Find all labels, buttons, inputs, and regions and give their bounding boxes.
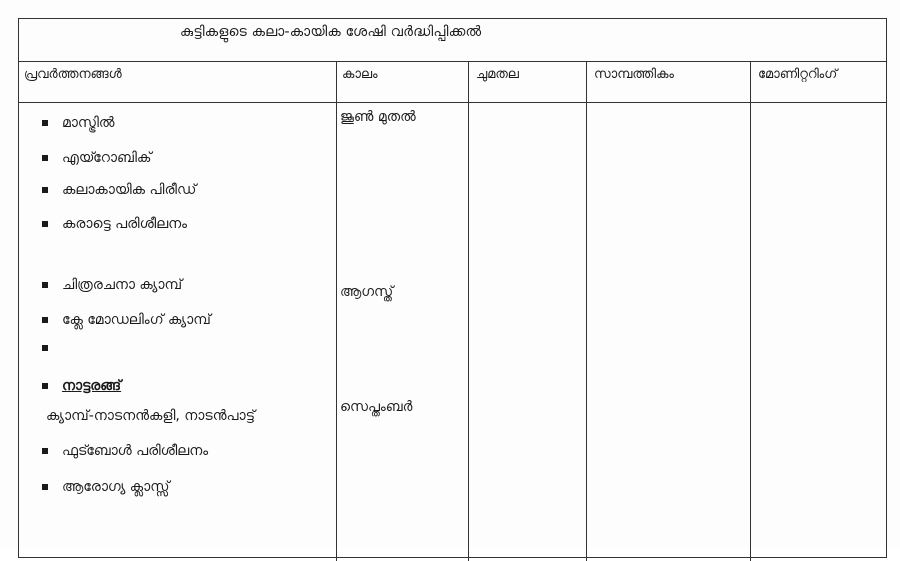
header-resources: സാമ്പത്തികം — [594, 67, 674, 82]
list-item — [42, 182, 196, 198]
period-august: ആഗസ്ത് — [340, 284, 394, 300]
list-item — [42, 216, 187, 232]
bullet-icon — [42, 448, 48, 454]
activity-subtext: ക്യാമ്പ്-നാടനൻകളി, നാടൻപാട്ട് — [46, 408, 256, 424]
column-divider — [750, 61, 751, 561]
bullet-icon — [42, 282, 48, 288]
activity-label: എയ്റോബിക് — [62, 150, 152, 166]
header-row — [18, 61, 887, 103]
column-divider — [336, 61, 337, 561]
list-item — [42, 378, 121, 394]
activity-label: നാട്ടരങ്ങ് — [62, 378, 122, 394]
bullet-icon — [42, 345, 48, 351]
bullet-icon — [42, 221, 48, 227]
bullet-icon — [42, 484, 48, 490]
period-june: ജൂൺ മുതൽ — [340, 109, 416, 125]
header-responsibility: ചുമതല — [476, 67, 519, 82]
header-period: കാലം — [342, 67, 378, 82]
list-item — [42, 443, 208, 459]
column-divider — [468, 61, 469, 561]
list-item — [42, 115, 114, 131]
activity-label: ക്ലേ മോഡലിംഗ് ക്യാമ്പ് — [62, 312, 211, 328]
bullet-icon — [42, 383, 48, 389]
bullet-icon — [42, 317, 48, 323]
activity-label: ഫുട്ബോൾ പരിശീലനം — [62, 443, 209, 459]
header-activities: പ്രവർത്തനങ്ങൾ — [24, 67, 122, 82]
document-title: കുട്ടികളുടെ കലാ-കായിക ശേഷി വർദ്ധിപ്പിക്കൽ — [180, 24, 482, 40]
header-monitoring: മോണിറ്ററിംഗ് — [758, 67, 838, 82]
activity-label: കരാട്ടെ പരിശീലനം — [62, 216, 188, 232]
list-item — [42, 150, 152, 166]
list-item — [42, 277, 182, 293]
activity-label: മാസ്ട്രിൽ — [62, 115, 115, 131]
activity-label: ചിത്രരചനാ ക്യാമ്പ് — [62, 277, 183, 293]
column-divider — [586, 61, 587, 561]
list-item — [42, 312, 211, 328]
bullet-icon — [42, 155, 48, 161]
activity-label: ആരോഗ്യ ക്ലാസ്സ് — [62, 479, 170, 495]
activity-label: കലാകായിക പിരീഡ് — [62, 182, 197, 198]
bullet-icon — [42, 120, 48, 126]
bullet-icon — [42, 187, 48, 193]
list-item — [42, 479, 169, 495]
period-september: സെപ്തംബർ — [340, 399, 413, 415]
list-item — [42, 345, 62, 351]
